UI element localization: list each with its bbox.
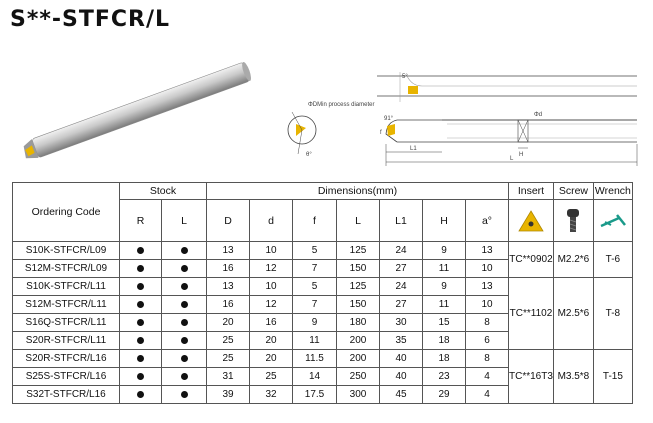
insert-icon-cell xyxy=(509,200,554,242)
table-cell: 32 xyxy=(250,386,293,404)
table-cell xyxy=(120,368,162,386)
table-cell: 16 xyxy=(250,314,293,332)
technical-drawing xyxy=(282,62,652,180)
table-cell: 40 xyxy=(380,368,423,386)
table-cell: 150 xyxy=(337,296,380,314)
header-insert: Insert xyxy=(509,183,554,200)
wrench-code: T-15 xyxy=(593,350,632,404)
dmin-label: ΦDMin process diameter xyxy=(308,102,375,108)
wrench-code: T-6 xyxy=(593,242,632,278)
angle-91-label: 91° xyxy=(384,116,394,122)
table-cell: 13 xyxy=(207,278,250,296)
table-cell xyxy=(162,314,207,332)
table-cell: 35 xyxy=(380,332,423,350)
stock-r-dot xyxy=(137,337,144,344)
table-cell: 13 xyxy=(207,242,250,260)
table-cell xyxy=(120,386,162,404)
table-cell: 39 xyxy=(207,386,250,404)
table-cell: 7 xyxy=(293,296,337,314)
stock-r-dot xyxy=(137,373,144,380)
table-cell: 29 xyxy=(423,386,466,404)
header-ordering-code: Ordering Code xyxy=(13,183,120,242)
stock-r-dot xyxy=(137,265,144,272)
table-cell: 12 xyxy=(250,296,293,314)
table-cell: 18 xyxy=(423,332,466,350)
table-cell: 180 xyxy=(337,314,380,332)
table-cell xyxy=(162,350,207,368)
table-cell: 5 xyxy=(293,278,337,296)
table-cell: 5 xyxy=(293,242,337,260)
table-cell xyxy=(162,332,207,350)
table-cell: 23 xyxy=(423,368,466,386)
table-cell xyxy=(162,242,207,260)
l-label: L xyxy=(510,156,514,162)
table-cell: 150 xyxy=(337,260,380,278)
table-cell: 200 xyxy=(337,350,380,368)
table-cell: 11 xyxy=(293,332,337,350)
row-code: S16Q-STFCR/L11 xyxy=(13,314,120,332)
table-cell: 16 xyxy=(207,260,250,278)
table-cell xyxy=(120,314,162,332)
table-cell: 11 xyxy=(423,296,466,314)
table-cell: 20 xyxy=(250,332,293,350)
table-cell: 10 xyxy=(250,242,293,260)
table-cell: 40 xyxy=(380,350,423,368)
row-code: S32T-STFCR/L16 xyxy=(13,386,120,404)
table-cell: 4 xyxy=(466,386,509,404)
insert-code: TC**16T3 xyxy=(509,350,554,404)
stock-l-dot xyxy=(181,283,188,290)
table-cell xyxy=(120,260,162,278)
header-l: L xyxy=(162,200,207,242)
row-code: S10K-STFCR/L11 xyxy=(13,278,120,296)
table-cell: 15 xyxy=(423,314,466,332)
table-cell: 125 xyxy=(337,278,380,296)
table-cell: 31 xyxy=(207,368,250,386)
stock-l-dot xyxy=(181,265,188,272)
header-r: R xyxy=(120,200,162,242)
stock-r-dot xyxy=(137,283,144,290)
header-wrench: Wrench xyxy=(593,183,632,200)
wrench-icon xyxy=(599,213,627,229)
table-cell: 27 xyxy=(380,296,423,314)
row-code: S20R-STFCR/L16 xyxy=(13,350,120,368)
stock-l-dot xyxy=(181,301,188,308)
stock-l-dot xyxy=(181,373,188,380)
row-code: S20R-STFCR/L11 xyxy=(13,332,120,350)
table-cell xyxy=(162,386,207,404)
table-cell: 11 xyxy=(423,260,466,278)
table-cell: 20 xyxy=(207,314,250,332)
stock-r-dot xyxy=(137,355,144,362)
wrench-icon-cell xyxy=(593,200,632,242)
table-cell: 6 xyxy=(466,332,509,350)
table-cell: 250 xyxy=(337,368,380,386)
table-cell: 17.5 xyxy=(293,386,337,404)
angle-label-top: 5° xyxy=(402,74,408,80)
header-H: H xyxy=(423,200,466,242)
header-dimensions: Dimensions(mm) xyxy=(207,183,509,200)
table-cell: 7 xyxy=(293,260,337,278)
table-cell xyxy=(120,296,162,314)
stock-l-dot xyxy=(181,337,188,344)
table-cell: 10 xyxy=(466,296,509,314)
table-cell: 18 xyxy=(423,350,466,368)
table-cell xyxy=(162,296,207,314)
table-cell: 9 xyxy=(423,242,466,260)
table-cell: 16 xyxy=(207,296,250,314)
product-title: S**-STFCR/L xyxy=(10,7,171,32)
stock-r-dot xyxy=(137,319,144,326)
table-cell: 24 xyxy=(380,278,423,296)
screw-icon xyxy=(565,208,581,234)
table-row xyxy=(13,278,633,296)
header-D: D xyxy=(207,200,250,242)
table-row xyxy=(13,350,633,368)
table-cell: 9 xyxy=(423,278,466,296)
stock-r-dot xyxy=(137,247,144,254)
table-cell: 14 xyxy=(293,368,337,386)
wrench-code: T-8 xyxy=(593,278,632,350)
header-a: a° xyxy=(466,200,509,242)
stock-l-dot xyxy=(181,247,188,254)
table-row xyxy=(13,242,633,260)
header-L: L xyxy=(337,200,380,242)
row-code: S25S-STFCR/L16 xyxy=(13,368,120,386)
screw-icon-cell xyxy=(553,200,593,242)
theta-label: θ° xyxy=(306,152,312,158)
header-f: f xyxy=(293,200,337,242)
table-cell: 8 xyxy=(466,314,509,332)
row-code: S12M-STFCR/L09 xyxy=(13,260,120,278)
boring-bar-photo xyxy=(10,50,260,170)
table-cell xyxy=(120,242,162,260)
header-d: d xyxy=(250,200,293,242)
table-cell: 12 xyxy=(250,260,293,278)
row-code: S12M-STFCR/L11 xyxy=(13,296,120,314)
stock-r-dot xyxy=(137,391,144,398)
table-cell: 10 xyxy=(466,260,509,278)
table-cell: 25 xyxy=(207,350,250,368)
header-L1: L1 xyxy=(380,200,423,242)
stock-l-dot xyxy=(181,355,188,362)
screw-code: M2.2*6 xyxy=(553,242,593,278)
header-stock: Stock xyxy=(120,183,207,200)
table-cell: 9 xyxy=(293,314,337,332)
screw-code: M2.5*6 xyxy=(553,278,593,350)
table-cell: 11.5 xyxy=(293,350,337,368)
insert-code: TC**1102 xyxy=(509,278,554,350)
table-cell: 8 xyxy=(466,350,509,368)
row-code: S10K-STFCR/L09 xyxy=(13,242,120,260)
table-cell: 30 xyxy=(380,314,423,332)
triangle-insert-icon xyxy=(518,210,544,232)
table-cell: 13 xyxy=(466,278,509,296)
spec-table xyxy=(12,182,633,404)
h-label: H xyxy=(519,152,524,158)
insert-code: TC**0902 xyxy=(509,242,554,278)
table-cell xyxy=(162,368,207,386)
table-cell: 20 xyxy=(250,350,293,368)
table-cell: 4 xyxy=(466,368,509,386)
screw-code: M3.5*8 xyxy=(553,350,593,404)
table-cell xyxy=(120,332,162,350)
l1-label: L1 xyxy=(410,146,417,152)
table-cell xyxy=(120,278,162,296)
header-screw: Screw xyxy=(553,183,593,200)
table-cell xyxy=(120,350,162,368)
stock-l-dot xyxy=(181,391,188,398)
table-cell: 24 xyxy=(380,242,423,260)
table-cell: 200 xyxy=(337,332,380,350)
table-cell: 25 xyxy=(207,332,250,350)
stock-l-dot xyxy=(181,319,188,326)
table-cell xyxy=(162,278,207,296)
table-cell: 300 xyxy=(337,386,380,404)
table-cell xyxy=(162,260,207,278)
table-cell: 125 xyxy=(337,242,380,260)
table-cell: 10 xyxy=(250,278,293,296)
table-cell: 45 xyxy=(380,386,423,404)
table-cell: 27 xyxy=(380,260,423,278)
stock-r-dot xyxy=(137,301,144,308)
f-label: f xyxy=(380,130,382,136)
table-cell: 13 xyxy=(466,242,509,260)
table-cell: 25 xyxy=(250,368,293,386)
d-label: Φd xyxy=(534,112,543,118)
